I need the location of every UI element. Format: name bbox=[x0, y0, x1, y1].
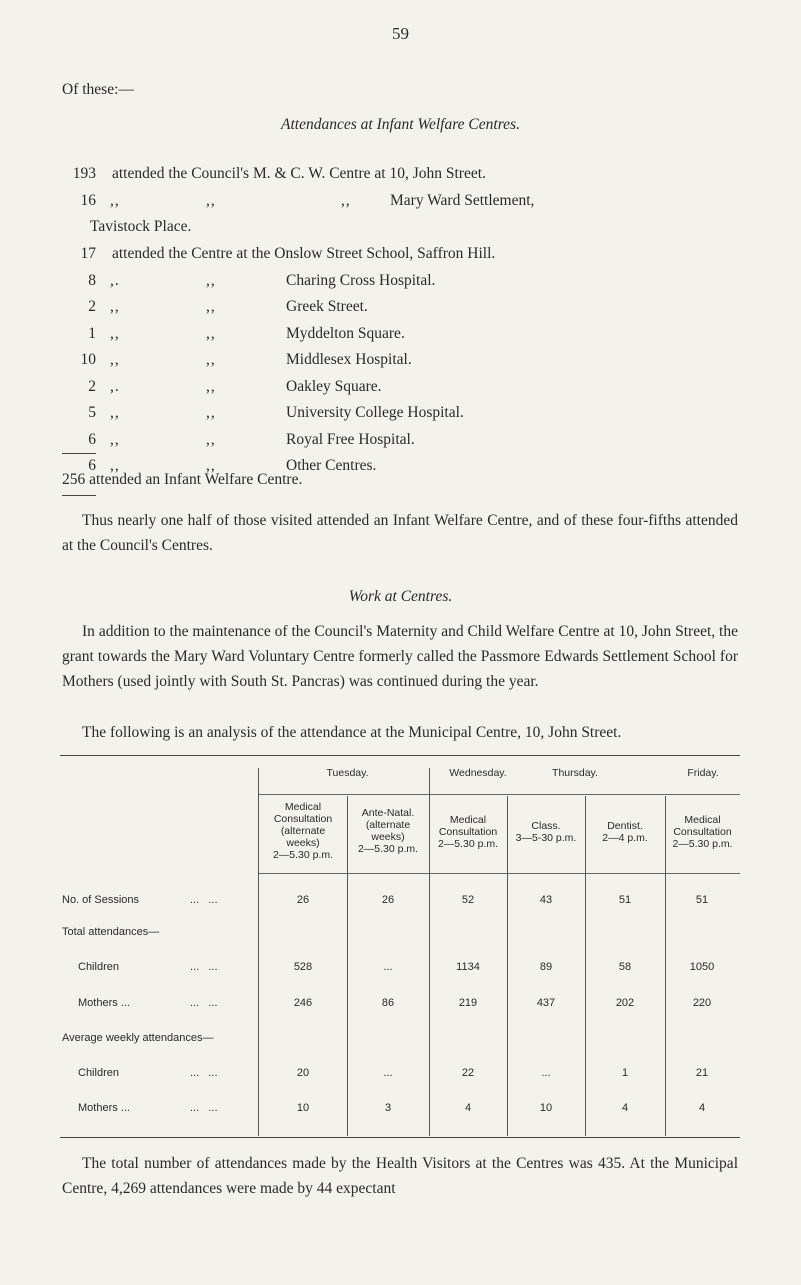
rule-below-total bbox=[62, 495, 96, 496]
column-header-line: (alternate bbox=[365, 819, 411, 831]
table-cell: 202 bbox=[615, 997, 635, 1009]
column-header-line: 2—5.30 p.m. bbox=[272, 849, 334, 861]
column-header-line: Dentist. bbox=[607, 820, 643, 832]
row-label: Children bbox=[78, 961, 119, 973]
attendance-line-text: University College Hospital. bbox=[286, 404, 464, 421]
row-leader-dots: ... ... bbox=[190, 894, 218, 906]
table-cell: 51 bbox=[618, 894, 632, 906]
table-cell: ... bbox=[383, 1067, 393, 1079]
ditto-mark: ,, bbox=[206, 324, 216, 342]
attendance-count: 6 bbox=[88, 457, 96, 474]
ditto-mark: ,, bbox=[110, 298, 120, 315]
paragraph-health-visitors: The total number of attendances made by the Health Visitors at the Centres was 435. At the Municipal Centre, 4,269 attendances were made by 44 expectant bbox=[62, 1155, 738, 1197]
row-label: Mothers ... bbox=[78, 997, 130, 1009]
day-header-thursday: Thursday. bbox=[552, 767, 598, 779]
table-cell: 26 bbox=[381, 894, 395, 906]
column-header-line: weeks) bbox=[371, 831, 405, 843]
table-cell: 20 bbox=[296, 1067, 310, 1079]
attendance-line-text: Myddelton Square. bbox=[286, 324, 405, 342]
paragraph-grants: In addition to the maintenance of the Council's Maternity and Child Welfare Centre at 10, John Street, the grant towards the Mary Ward Voluntary Centre formerly called the Passmore Edwards Settlement School for Mothers (used jointly with South St. Pancras) was continued during the year. bbox=[62, 623, 738, 690]
table-cell: 246 bbox=[293, 997, 313, 1009]
ditto-mark: ,, bbox=[341, 191, 351, 209]
row-leader-dots: ... ... bbox=[190, 961, 218, 973]
ditto-mark: ,, bbox=[110, 457, 120, 474]
attendance-line-text: Middlesex Hospital. bbox=[286, 351, 412, 368]
column-header-line: Consultation bbox=[673, 826, 732, 838]
table-cell: 437 bbox=[536, 997, 556, 1009]
table-cell: 89 bbox=[539, 961, 553, 973]
table-top-rule bbox=[60, 755, 740, 756]
col-line-2 bbox=[347, 796, 348, 1136]
attendance-line-text: Mary Ward Settlement, bbox=[390, 191, 535, 209]
attendance-line-continuation: Tavistock Place. bbox=[90, 218, 192, 235]
column-header-line: Consultation bbox=[438, 826, 498, 838]
ditto-mark: ,, bbox=[206, 298, 216, 315]
ditto-mark: ,, bbox=[110, 351, 120, 368]
attendance-count: 8 bbox=[88, 271, 96, 289]
ditto-mark: ,, bbox=[206, 377, 216, 395]
attendance-line-text: Royal Free Hospital. bbox=[286, 430, 415, 448]
paragraph-analysis-intro: The following is an analysis of the attendance at the Municipal Centre, 10, John Street. bbox=[82, 724, 622, 741]
column-header-line: Consultation bbox=[273, 813, 333, 825]
row-label: Average weekly attendances— bbox=[62, 1032, 214, 1044]
ditto-mark: ,, bbox=[206, 191, 216, 209]
ditto-mark: ,, bbox=[206, 351, 216, 368]
column-header-5 bbox=[585, 820, 665, 844]
ditto-mark: ,. bbox=[110, 377, 120, 395]
column-header-line: 2—5.30 p.m. bbox=[437, 838, 499, 850]
row-label: No. of Sessions bbox=[62, 894, 140, 906]
rule-above-total bbox=[62, 453, 96, 454]
section-title-work: Work at Centres. bbox=[348, 588, 453, 605]
row-label: Children bbox=[78, 1067, 119, 1079]
col-line-1 bbox=[258, 768, 259, 1136]
column-header-line: weeks) bbox=[286, 837, 320, 849]
column-header-1 bbox=[259, 801, 347, 861]
row-leader-dots: ... ... bbox=[190, 997, 218, 1009]
row-leader-dots: ... ... bbox=[190, 1102, 218, 1114]
table-cell: 3 bbox=[384, 1102, 392, 1114]
table-cell: ... bbox=[383, 961, 393, 973]
column-header-line: Medical bbox=[449, 814, 487, 826]
ditto-mark: ,, bbox=[206, 404, 216, 421]
table-cell: 58 bbox=[618, 961, 632, 973]
table-cell: 10 bbox=[539, 1102, 553, 1114]
table-cell: 51 bbox=[695, 894, 709, 906]
table-cell: 1 bbox=[621, 1067, 629, 1079]
table-cell: 219 bbox=[458, 997, 478, 1009]
column-header-line: (alternate bbox=[280, 825, 326, 837]
table-cell: 43 bbox=[539, 894, 553, 906]
section-title-attendances: Attendances at Infant Welfare Centres. bbox=[281, 116, 520, 133]
column-header-3 bbox=[429, 814, 507, 850]
attendance-count: 17 bbox=[80, 245, 96, 262]
attendance-line-text: Other Centres. bbox=[286, 457, 377, 474]
table-cell: 1134 bbox=[456, 961, 480, 973]
attendance-count: 193 bbox=[72, 165, 96, 182]
table-cell: 220 bbox=[692, 997, 712, 1009]
column-header-4 bbox=[507, 820, 585, 844]
day-header-wednesday: Wednesday. bbox=[449, 767, 507, 779]
ditto-mark: ,, bbox=[206, 271, 216, 289]
day-header-tuesday: Tuesday. bbox=[326, 767, 369, 779]
table-cell: 22 bbox=[461, 1067, 475, 1079]
attendance-line-text: Charing Cross Hospital. bbox=[286, 271, 436, 289]
table-cell: 52 bbox=[461, 894, 475, 906]
table-bottom-rule bbox=[60, 1137, 740, 1138]
ditto-mark: ,, bbox=[110, 430, 120, 448]
intro-text: Of these:— bbox=[62, 81, 134, 98]
table-cell: 528 bbox=[293, 961, 313, 973]
attendance-count: 5 bbox=[88, 404, 96, 421]
header-mid-rule bbox=[258, 794, 740, 795]
page-number: 59 bbox=[392, 24, 409, 43]
table-cell: 26 bbox=[296, 894, 310, 906]
column-header-line: Class. bbox=[531, 820, 561, 832]
ditto-mark: ,, bbox=[110, 324, 120, 342]
attendance-line-text: attended the Centre at the Onslow Street School, Saffron Hill. bbox=[112, 245, 496, 262]
col-line-6 bbox=[665, 796, 666, 1136]
paragraph-summary: Thus nearly one half of those visited attended an Infant Welfare Centre, and of these four-fifths attended at the Council's Centres. bbox=[62, 512, 738, 554]
table-cell: 4 bbox=[698, 1102, 706, 1114]
column-header-6 bbox=[665, 814, 740, 850]
table-cell: 1050 bbox=[689, 961, 715, 973]
column-header-2 bbox=[347, 807, 429, 855]
column-header-line: Medical bbox=[284, 801, 322, 813]
row-label: Mothers ... bbox=[78, 1102, 130, 1114]
attendance-count: 10 bbox=[80, 351, 96, 368]
attendance-line-text: Oakley Square. bbox=[286, 377, 382, 395]
ditto-mark: ,, bbox=[206, 457, 216, 474]
attendance-count: 16 bbox=[80, 191, 96, 209]
attendance-line-text: Greek Street. bbox=[286, 298, 368, 315]
attendance-count: 6 bbox=[88, 430, 96, 448]
col-line-5 bbox=[585, 796, 586, 1136]
ditto-mark: ,. bbox=[110, 271, 120, 289]
table-cell: ... bbox=[541, 1067, 551, 1079]
table-cell: 4 bbox=[464, 1102, 472, 1114]
total-line: 256 attended an Infant Welfare Centre. bbox=[62, 471, 303, 488]
attendance-count: 2 bbox=[88, 298, 96, 315]
day-header-friday: Friday. bbox=[687, 767, 719, 779]
column-header-line: 2—5.30 p.m. bbox=[672, 838, 733, 850]
column-header-line: 3—5-30 p.m. bbox=[515, 832, 577, 844]
attendance-line-text: attended the Council's M. & C. W. Centre at 10, John Street. bbox=[112, 165, 486, 182]
column-header-line: 2—5.30 p.m. bbox=[357, 843, 419, 855]
column-header-line: Medical bbox=[684, 814, 721, 826]
column-header-line: 2—4 p.m. bbox=[602, 832, 648, 844]
table-cell: 21 bbox=[695, 1067, 709, 1079]
ditto-mark: ,, bbox=[206, 430, 216, 448]
ditto-mark: ,, bbox=[110, 404, 120, 421]
attendance-count: 2 bbox=[88, 377, 96, 395]
table-cell: 10 bbox=[296, 1102, 310, 1114]
row-leader-dots: ... ... bbox=[190, 1067, 218, 1079]
table-cell: 4 bbox=[621, 1102, 629, 1114]
header-bottom-rule bbox=[258, 873, 740, 874]
attendance-count: 1 bbox=[88, 324, 96, 342]
col-line-4 bbox=[507, 796, 508, 1136]
col-line-3 bbox=[429, 768, 430, 1136]
column-header-line: Ante-Natal. bbox=[361, 807, 415, 819]
ditto-mark: ,, bbox=[110, 191, 120, 209]
table-cell: 86 bbox=[381, 997, 395, 1009]
row-label: Total attendances— bbox=[62, 926, 160, 938]
